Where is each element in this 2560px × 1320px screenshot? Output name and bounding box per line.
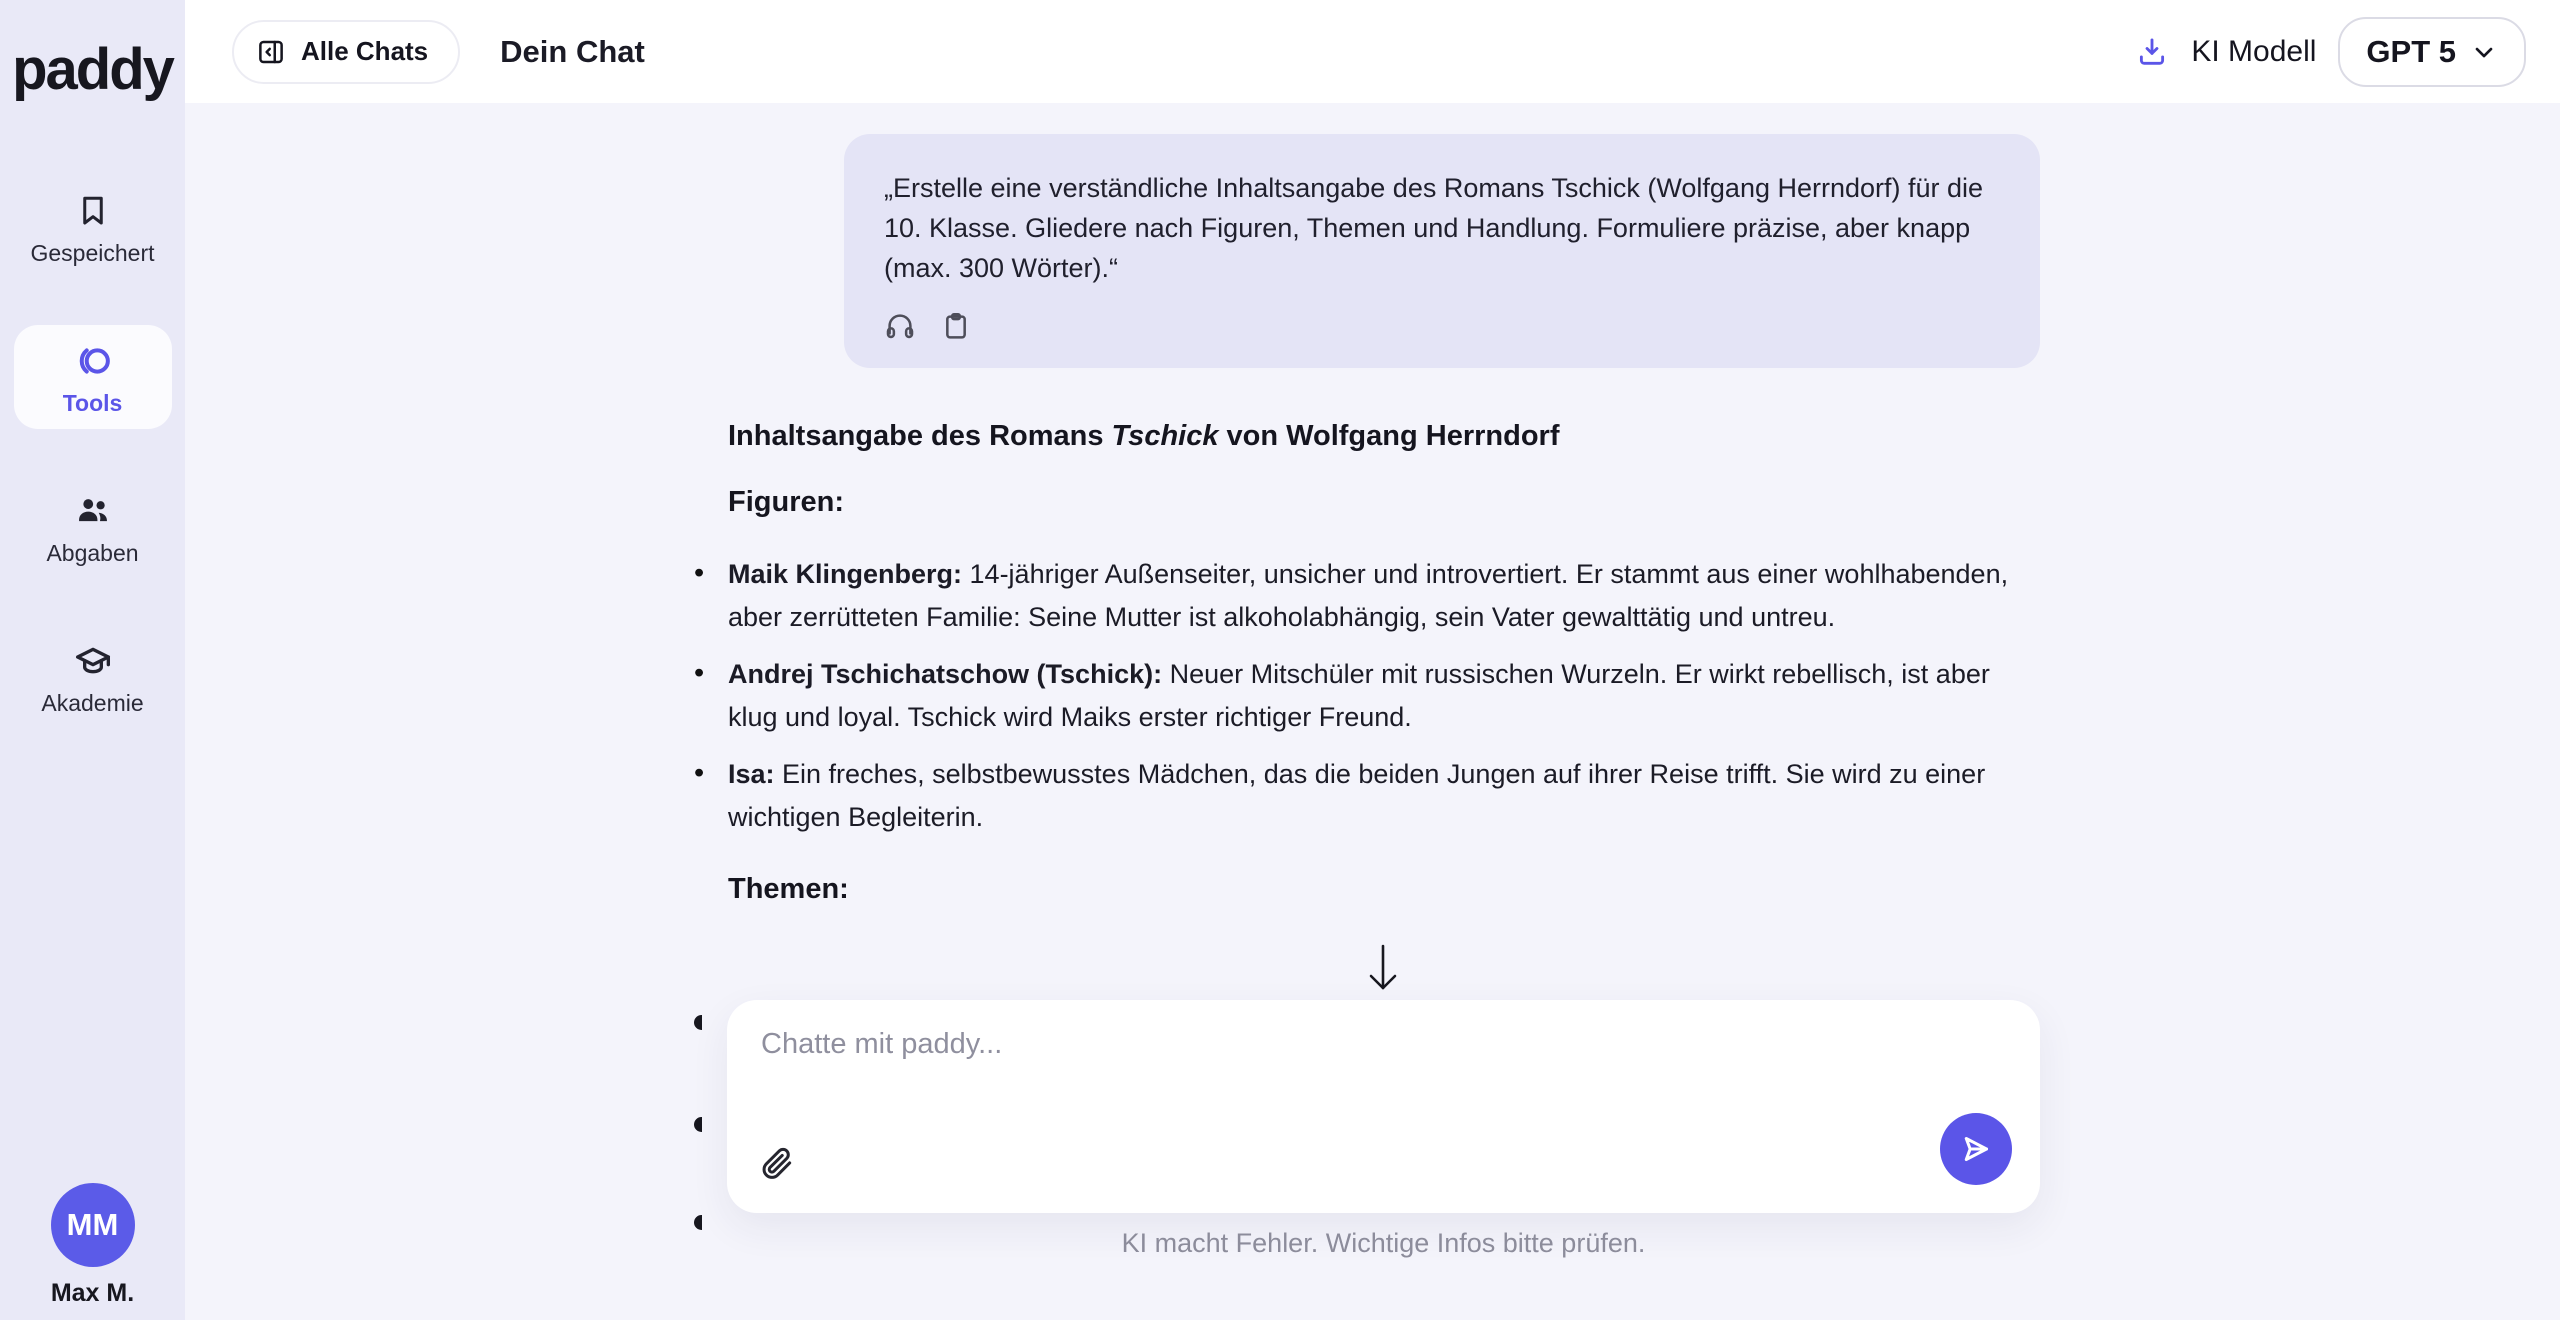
obscured-bullet [694, 1015, 702, 1030]
bullet: • [694, 657, 705, 689]
collapse-sidebar-icon [256, 37, 286, 67]
sidebar-item-label: Abgaben [46, 540, 139, 566]
response-title-italic: Tschick [1111, 420, 1219, 452]
user-block [0, 1183, 185, 1308]
user-message-bubble [844, 134, 2040, 368]
avatar[interactable]: MM [51, 1183, 135, 1267]
sidebar-item-label: Tools [62, 390, 123, 416]
bookmark-icon [73, 191, 113, 231]
bullet: • [694, 757, 705, 789]
send-icon [1958, 1131, 1994, 1167]
chevron-down-icon [2470, 38, 2498, 66]
scroll-down-arrow[interactable] [1360, 942, 1406, 999]
users-icon [73, 491, 113, 531]
chat-input[interactable] [759, 1026, 1903, 1110]
all-chats-label: Alle Chats [301, 36, 429, 66]
bullet: • [694, 557, 705, 589]
assistant-response [694, 416, 2040, 906]
graduation-cap-icon [73, 641, 113, 681]
model-value: GPT 5 [2366, 33, 2456, 69]
sidebar-item-tools[interactable] [14, 325, 172, 429]
list-item [694, 653, 2018, 739]
sidebar-item-label: Gespeichert [30, 240, 155, 266]
obscured-bullet [694, 1215, 702, 1230]
response-title [728, 416, 2040, 456]
item-text: Ein freches, selbstbewusstes Mädchen, das die beiden Jungen auf ihrer Reise trifft. Sie wird zu einer wichtigen Begleiterin. [728, 759, 1986, 832]
topbar-right [2135, 17, 2526, 87]
response-title-pre: Inhaltsangabe des Romans [728, 420, 1112, 452]
figuren-heading: Figuren: [728, 486, 844, 518]
headphones-icon[interactable] [884, 310, 916, 342]
topbar [185, 0, 2560, 103]
ai-disclaimer: KI macht Fehler. Wichtige Infos bitte prüfen. [1121, 1228, 1646, 1258]
response-title-post: von Wolfgang Herrndorf [1218, 420, 1560, 452]
item-lead: Isa: [728, 759, 775, 789]
sidebar-item-abgaben[interactable] [14, 475, 172, 579]
item-text: 14-jähriger Außenseiter, unsicher und introvertiert. Er stammt aus einer wohlhabenden, aber zerrütteten Familie: Seine Mutter ist alkoholabhängig, sein Vater gewalttätig und untreu. [728, 559, 2009, 632]
themen-heading: Themen: [728, 873, 849, 905]
list-item [694, 553, 2018, 639]
obscured-bullet [694, 1117, 702, 1132]
download-icon[interactable] [2135, 35, 2169, 69]
sidebar-nav [0, 175, 185, 729]
message-actions [884, 310, 2000, 342]
all-chats-button[interactable] [232, 20, 460, 84]
sidebar-item-label: Akademie [41, 690, 144, 716]
model-selector[interactable] [2338, 17, 2526, 87]
app-logo[interactable]: paddy [12, 37, 173, 102]
model-label: KI Modell [2191, 34, 2317, 68]
user-message-text: „Erstelle eine verständliche Inhaltsangabe des Romans Tschick (Wolfgang Herrndorf) für die 10. Klasse. Gliedere nach Figuren, Themen und Handlung. Formuliere präzise, aber knapp (max. 300 Wörter).“ [884, 173, 1984, 283]
item-lead: Andrej Tschichatschow (Tschick): [728, 659, 1163, 689]
user-name: Max M. [50, 1279, 135, 1307]
page-title: Dein Chat [500, 33, 645, 69]
figuren-list [694, 553, 2018, 839]
paperclip-icon[interactable] [757, 1145, 797, 1185]
send-button[interactable] [1940, 1113, 2012, 1185]
chat-content [694, 134, 2040, 906]
clipboard-icon[interactable] [940, 310, 972, 342]
sidebar-item-gespeichert[interactable] [14, 175, 172, 279]
sidebar [0, 0, 185, 1320]
sidebar-item-akademie[interactable] [14, 625, 172, 729]
item-text: Neuer Mitschüler mit russischen Wurzeln. Er wirkt rebellisch, ist aber klug und loyal. Tschick wird Maiks erster richtiger Freund. [728, 659, 1990, 732]
composer [727, 1000, 2040, 1213]
list-item [694, 753, 2018, 839]
tools-icon [73, 341, 113, 381]
item-lead: Maik Klingenberg: [728, 559, 963, 589]
